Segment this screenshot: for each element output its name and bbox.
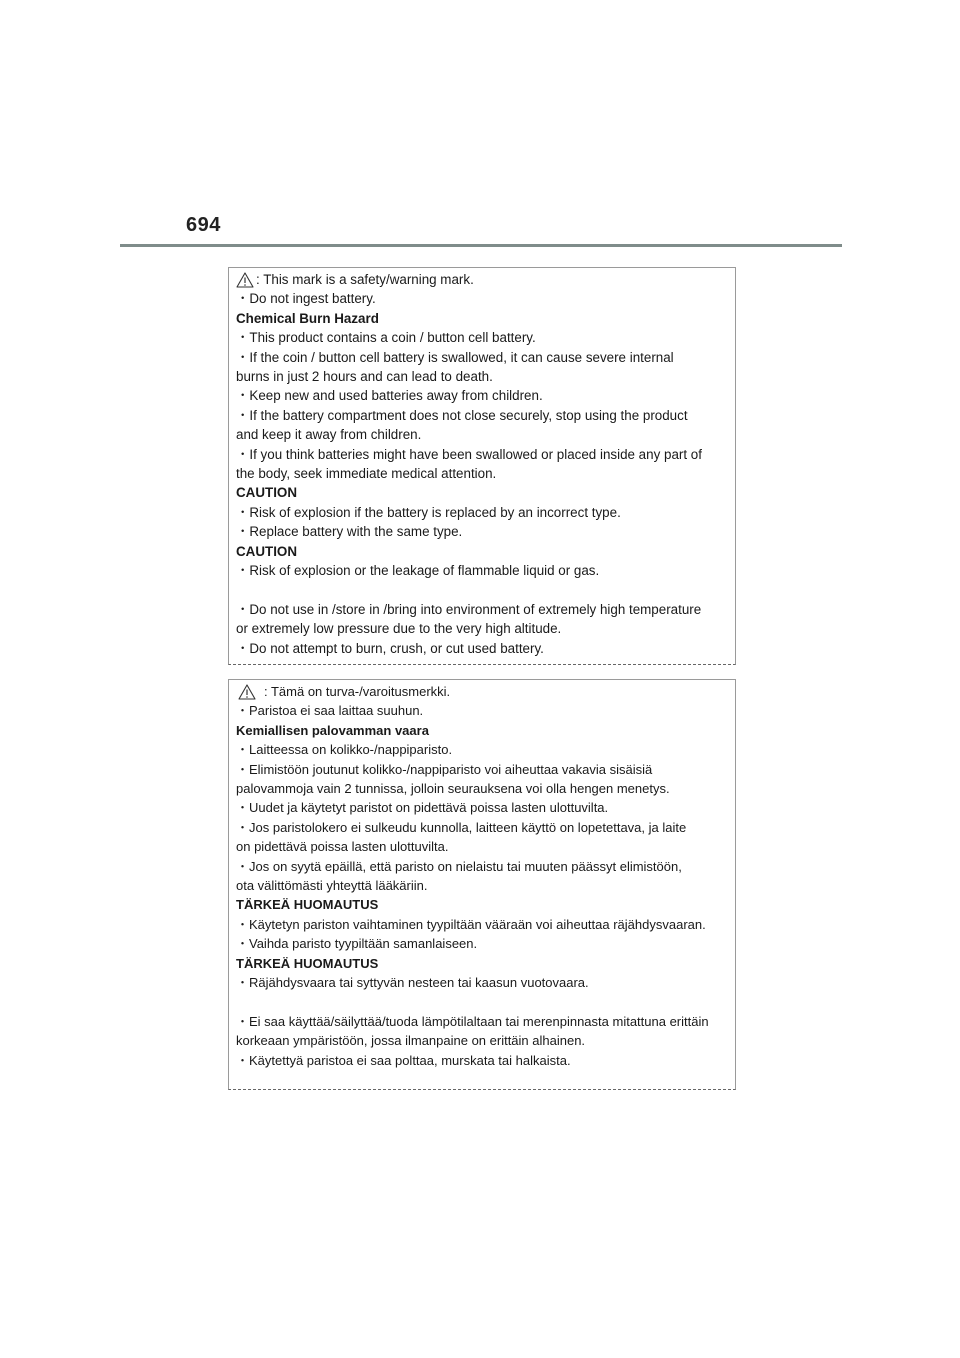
english-line-15: ・Risk of explosion or the leakage of flammable liquid or gas. <box>236 563 600 579</box>
finnish-warning-content <box>236 682 734 1070</box>
english-line-12: ・Risk of explosion if the battery is replaced by an incorrect type. <box>236 504 621 520</box>
english-line-18: or extremely low pressure due to the very high altitude. <box>236 621 562 637</box>
finnish-line-4: ・Elimistöön joutunut kolikko-/nappiparisto voi aiheuttaa vakavia sisäisiä <box>236 761 653 777</box>
english-line-19: ・Do not attempt to burn, crush, or cut used battery. <box>236 640 544 656</box>
finnish-line-19: ・Käytettyä paristoa ei saa polttaa, murskata tai halkaista. <box>236 1052 571 1068</box>
english-line-9: ・If you think batteries might have been swallowed or placed inside any part of <box>236 446 702 462</box>
finnish-line-9: ・Jos on syytä epäillä, että paristo on nielaistu tai muuten päässyt elimistöön, <box>236 858 682 874</box>
warning-triangle-icon <box>238 684 256 700</box>
finnish-heading-important-2: TÄRKEÄ HUOMAUTUS <box>236 955 379 971</box>
english-blank-line <box>236 581 734 600</box>
finnish-mark-line <box>236 682 734 701</box>
finnish-line-17: ・Ei saa käyttää/säilyttää/tuoda lämpötilaltaan tai merenpinnasta mitattuna erittäin <box>236 1013 709 1029</box>
finnish-line-8: on pidettävä poissa lasten ulottuvilta. <box>236 839 449 855</box>
finnish-line-3: ・Laitteessa on kolikko-/nappiparisto. <box>236 742 453 758</box>
english-mark-text: : This mark is a safety/warning mark. <box>256 272 474 287</box>
finnish-mark-text: : Tämä on turva-/varoitusmerkki. <box>264 684 451 699</box>
warning-triangle-icon <box>236 272 254 288</box>
english-line-7: ・If the battery compartment does not close securely, stop using the product <box>236 407 688 423</box>
english-line-17: ・Do not use in /store in /bring into environment of extremely high temperature <box>236 601 702 617</box>
english-heading-caution-1: CAUTION <box>236 485 297 501</box>
english-line-1: ・Do not ingest battery. <box>236 291 376 307</box>
finnish-blank-line <box>236 993 734 1012</box>
english-line-13: ・Replace battery with the same type. <box>236 524 463 540</box>
finnish-heading-chemical-burn: Kemiallisen palovamman vaara <box>236 722 429 738</box>
finnish-line-15: ・Räjähdysvaara tai syttyvän nesteen tai kaasun vuotovaara. <box>236 975 589 991</box>
english-warning-content <box>236 270 734 658</box>
english-warning-box <box>228 267 736 665</box>
page-number: 694 <box>186 214 221 236</box>
english-heading-caution-2: CAUTION <box>236 543 297 559</box>
finnish-line-12: ・Käytetyn pariston vaihtaminen tyypiltään vääraän voi aiheuttaa räjähdysvaaran. <box>236 916 706 932</box>
english-line-4: ・If the coin / button cell battery is swallowed, it can cause severe internal <box>236 349 674 365</box>
header-rule <box>120 244 842 247</box>
finnish-line-6: ・Uudet ja käytetyt paristot on pidettävä poissa lasten ulottuvilta. <box>236 800 609 816</box>
finnish-line-10: ota välittömästi yhteyttä lääkäriin. <box>236 878 428 894</box>
finnish-heading-important-1: TÄRKEÄ HUOMAUTUS <box>236 897 379 913</box>
finnish-line-18: korkeaan ympäristöön, jossa ilmanpaine on erittäin alhainen. <box>236 1033 586 1049</box>
finnish-line-7: ・Jos paristolokero ei sulkeudu kunnolla, laitteen käyttö on lopetettava, ja laite <box>236 819 687 835</box>
finnish-line-5: palovammoja vain 2 tunnissa, jolloin seurauksena voi olla hengen menetys. <box>236 781 670 797</box>
finnish-line-13: ・Vaihda paristo tyypiltään samanlaiseen. <box>236 936 478 952</box>
finnish-warning-box <box>228 679 736 1090</box>
english-line-3: ・This product contains a coin / button cell battery. <box>236 330 536 346</box>
english-line-6: ・Keep new and used batteries away from children. <box>236 388 543 404</box>
english-line-10: the body, seek immediate medical attention. <box>236 466 497 482</box>
english-heading-chemical-burn: Chemical Burn Hazard <box>236 310 379 326</box>
english-mark-line <box>236 270 734 289</box>
finnish-line-1: ・Paristoa ei saa laittaa suuhun. <box>236 703 424 719</box>
english-line-8: and keep it away from children. <box>236 427 422 443</box>
english-line-5: burns in just 2 hours and can lead to death. <box>236 369 493 385</box>
